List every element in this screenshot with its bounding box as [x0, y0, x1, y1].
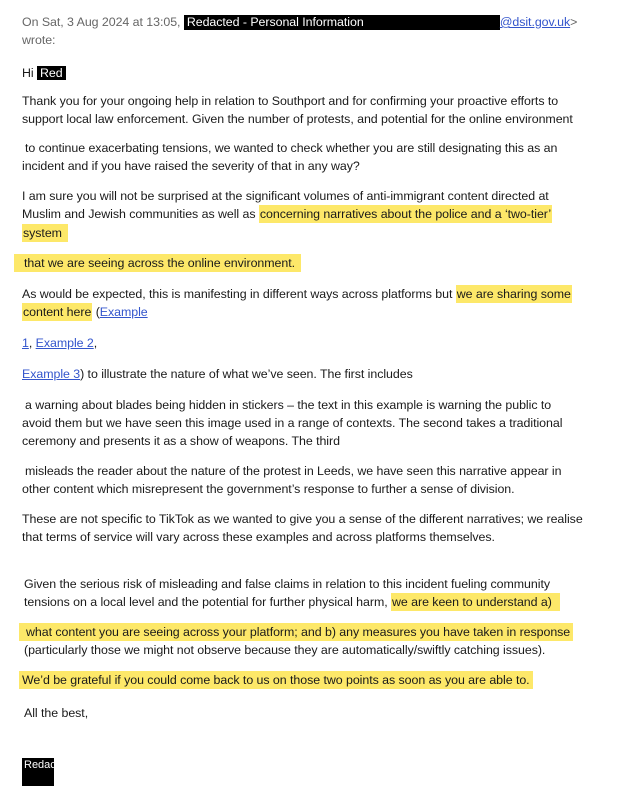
email-header-line — [22, 15, 577, 30]
paragraph-11-line-1: Given the serious risk of misleading and false claims in relation to this incident fueling community — [24, 577, 550, 591]
paragraph-10-line-1: These are not specific to TikTok as we wanted to give you a sense of the different narratives; we realise — [22, 512, 583, 526]
highlight-system: system — [22, 224, 68, 242]
paragraph-8-line-2: avoid them but we have seen this image used in a range of contexts. The second takes a traditional — [22, 416, 563, 430]
paragraph-8-line-3: ceremony and presents it as a show of weapons. The third — [22, 434, 340, 448]
paragraph-6 — [22, 336, 97, 351]
highlight-online-environment: that we are seeing across the online environment. — [14, 254, 301, 272]
link-example-2[interactable]: Example 2 — [35, 336, 94, 350]
paragraph-13 — [19, 673, 533, 688]
highlight-sharing-content: we are sharing some — [456, 287, 571, 301]
link-example-1[interactable]: Example — [99, 305, 148, 319]
paragraph-5-line-2 — [22, 305, 148, 320]
paragraph-1-line-1: Thank you for your ongoing help in relation to Southport and for confirming your proactive efforts to — [22, 94, 559, 108]
link-example-3[interactable]: Example 3 — [22, 367, 81, 381]
paragraph-8-line-1: a warning about blades being hidden in stickers – the text in this example is warning the public to — [25, 398, 552, 412]
paren-open: ( — [92, 305, 100, 319]
header-date: On Sat, 3 Aug 2024 at 13:05, — [22, 15, 181, 29]
paragraph-1-line-2: support local law enforcement. Given the number of protests, and potential for the online environment — [22, 112, 573, 126]
paragraph-7-text: ) to illustrate the nature of what we’ve seen. The first includes — [80, 367, 413, 381]
paragraph-11-text: tensions on a local level and the potential for further physical harm, — [24, 595, 392, 609]
paragraph-3-line-2 — [22, 207, 552, 222]
paragraph-9-line-2: other content which misrepresent the government’s response to further a sense of division. — [22, 482, 515, 496]
redacted-recipient-name: Red — [37, 66, 66, 80]
greeting-hi: Hi — [22, 66, 34, 80]
highlight-content-here: content here — [23, 305, 92, 319]
highlight-come-back: We’d be grateful if you could come back to us on those two points as soon as you are able to. — [19, 671, 533, 689]
header-wrote: wrote: — [22, 33, 56, 47]
closing: All the best, — [24, 706, 89, 720]
paragraph-3-line-3 — [22, 226, 68, 241]
highlight-content-and-measures: what content you are seeing across your platform; and b) any measures you have taken in response — [19, 623, 573, 641]
highlight-two-tier: concerning narratives about the police and a ‘two-tier’ — [259, 207, 552, 221]
paragraph-2-line-2: incident and if you have raised the severity of that in any way? — [22, 159, 360, 173]
paragraph-3-line-1: I am sure you will not be surprised at the significant volumes of anti-immigrant content directed at — [22, 189, 549, 203]
sender-email-domain-link[interactable]: @dsit.gov.uk — [499, 15, 571, 29]
link-example-1-number[interactable]: 1 — [22, 336, 29, 350]
header-email-suffix: > — [570, 15, 578, 29]
paragraph-2-line-1: to continue exacerbating tensions, we wanted to check whether you are still designating this as an — [25, 141, 558, 155]
paragraph-11-line-2 — [24, 595, 560, 610]
link-separator: , — [28, 336, 36, 350]
paragraph-4 — [14, 256, 301, 271]
paragraph-3-text: Muslim and Jewish communities as well as — [22, 207, 259, 221]
paragraph-12-line-2: (particularly those we might not observe because they are automatically/swiftly catching issues). — [24, 643, 546, 657]
paragraph-9-line-1: misleads the reader about the nature of the protest in Leeds, we have seen this narrative appear in — [25, 464, 562, 478]
link-trailing-comma: , — [93, 336, 98, 350]
paragraph-7 — [22, 367, 413, 382]
redacted-signature: Redacted — [22, 758, 54, 786]
paragraph-5-line-1 — [22, 287, 572, 302]
paragraph-10-line-2: that terms of service will vary across these examples and across platforms themselves. — [22, 530, 495, 544]
paragraph-5-text: As would be expected, this is manifesting in different ways across platforms but — [22, 287, 456, 301]
paragraph-12-line-1 — [19, 625, 573, 640]
redacted-sender-name: Redacted - Personal Information — [184, 15, 500, 30]
greeting — [22, 66, 66, 81]
highlight-keen-to-understand: we are keen to understand a) — [391, 593, 560, 611]
